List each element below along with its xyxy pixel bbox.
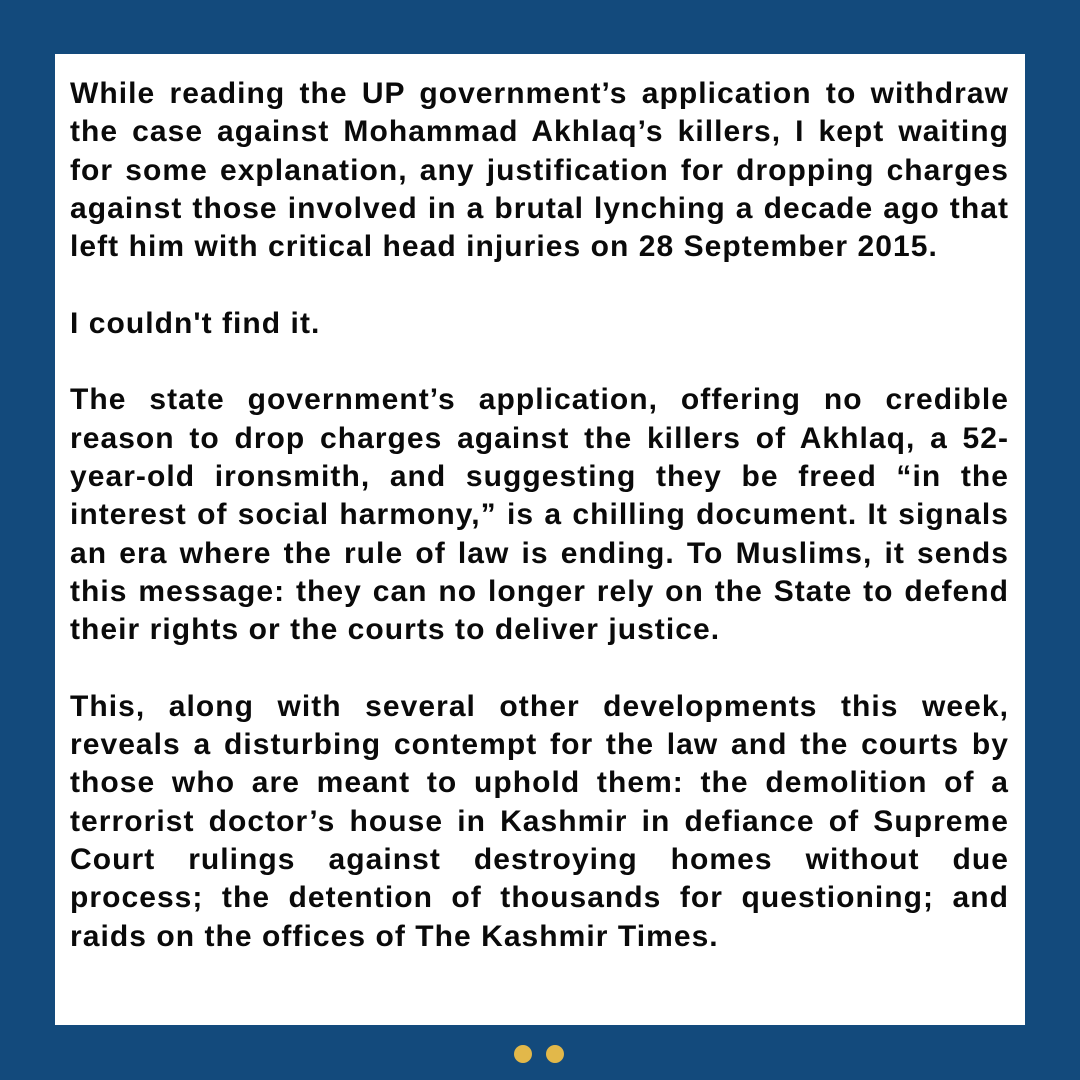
paragraph-intro: While reading the UP government’s application to withdraw the case against Mohammad Akhlaq’s killers, I kept waiting for some explanation, any justification for dropping charges against those involved in a brutal lynching a decade ago that left him with critical head injuries on 28 September 2015. bbox=[70, 77, 1009, 264]
paragraph-developments: This, along with several other developments this week, reveals a disturbing contempt for the law and the courts by those who are meant to uphold them: the demolition of a terrorist doctor’s house in Kashmir in defiance of Supreme Court rulings against destroying homes without due process; the detention of thousands for questioning; and raids on the offices of The Kashmir Times. bbox=[70, 689, 1009, 953]
pagination-dots bbox=[514, 1045, 564, 1063]
pagination-dot[interactable] bbox=[546, 1045, 564, 1063]
paragraph-couldnt-find: I couldn't find it. bbox=[70, 306, 321, 340]
paragraph-application: The state government’s application, offering no credible reason to drop charges against the killers of Akhlaq, a 52-year-old ironsmith, and suggesting they be freed “in the interest of social harmony,” is a chilling document. It signals an era where the rule of law is ending. To Muslims, it sends this message: they can no longer rely on the State to defend their rights or the courts to deliver justice. bbox=[70, 383, 1009, 647]
article-card bbox=[55, 54, 1025, 1025]
pagination-dot[interactable] bbox=[514, 1045, 532, 1063]
